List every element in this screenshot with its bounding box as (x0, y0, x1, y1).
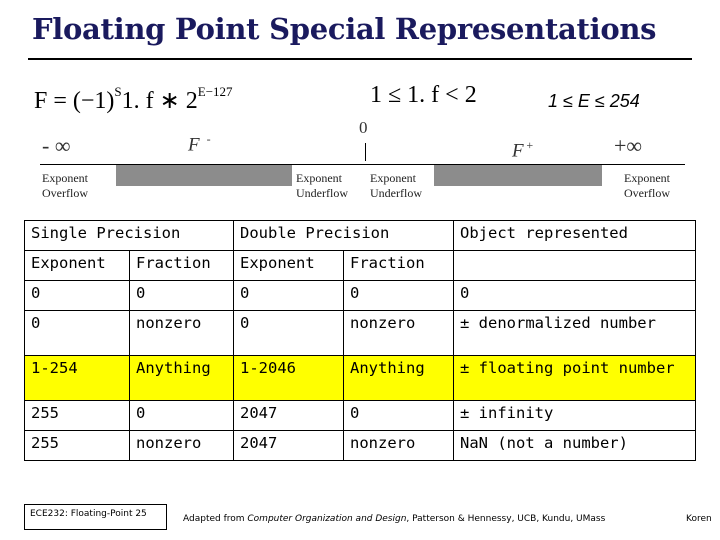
zone-overflow-left: Exponent Overflow (42, 171, 88, 200)
table-header-row (25, 221, 696, 251)
table-row-highlighted: 1-254 Anything 1-2046 Anything ± floating point number (25, 356, 696, 401)
subheader-exponent: Exponent (25, 251, 130, 281)
float-formula (34, 84, 233, 115)
footer-credits: Adapted from Computer Organization and Design, Patterson & Hennessy, UCB, Kundu, UMass (183, 514, 606, 524)
zero-label: 0 (359, 118, 368, 137)
table-row: 255 nonzero 2047 nonzero NaN (not a number) (25, 431, 696, 461)
formula-lhs: F = (−1) (34, 88, 115, 114)
header-object-represented: Object represented (454, 221, 696, 251)
slide-title: Floating Point Special Representations (32, 12, 657, 46)
zone-overflow-right: Exponent Overflow (624, 171, 670, 200)
f-plus-label: F + (512, 138, 534, 162)
header-single-precision: Single Precision (25, 221, 234, 251)
footer-author: Koren (686, 514, 712, 524)
negative-range-bar (116, 164, 292, 186)
pos-infinity-label: +∞ (614, 133, 643, 158)
title-underline (28, 58, 692, 60)
table-subheader-row (25, 251, 696, 281)
table-row: 255 0 2047 0 ± infinity (25, 401, 696, 431)
subheader-fraction: Fraction (344, 251, 454, 281)
header-double-precision: Double Precision (234, 221, 454, 251)
positive-range-bar (434, 164, 602, 186)
footer-slide-number: ECE232: Floating-Point 25 (30, 509, 147, 519)
table-row: 0 nonzero 0 nonzero ± denormalized number (25, 311, 696, 356)
special-values-table (24, 220, 696, 461)
zone-underflow-right: Exponent Underflow (370, 171, 422, 200)
subheader-empty (454, 251, 696, 281)
neg-infinity-label: - ∞ (42, 133, 71, 158)
subheader-fraction: Fraction (130, 251, 234, 281)
formula-exp: E−127 (197, 84, 233, 99)
zero-tick (365, 143, 366, 161)
formula-sign-exp: S (114, 84, 122, 99)
subheader-exponent: Exponent (234, 251, 344, 281)
formula-mid: 1. f ∗ 2 (121, 88, 198, 114)
table-row: 0 0 0 0 0 (25, 281, 696, 311)
f-minus-label: F - (188, 132, 211, 156)
mantissa-bounds: 1 ≤ 1. f < 2 (370, 82, 477, 108)
exponent-range: 1 ≤ E ≤ 254 (548, 91, 640, 111)
number-line (40, 164, 685, 165)
zone-underflow-left: Exponent Underflow (296, 171, 348, 200)
